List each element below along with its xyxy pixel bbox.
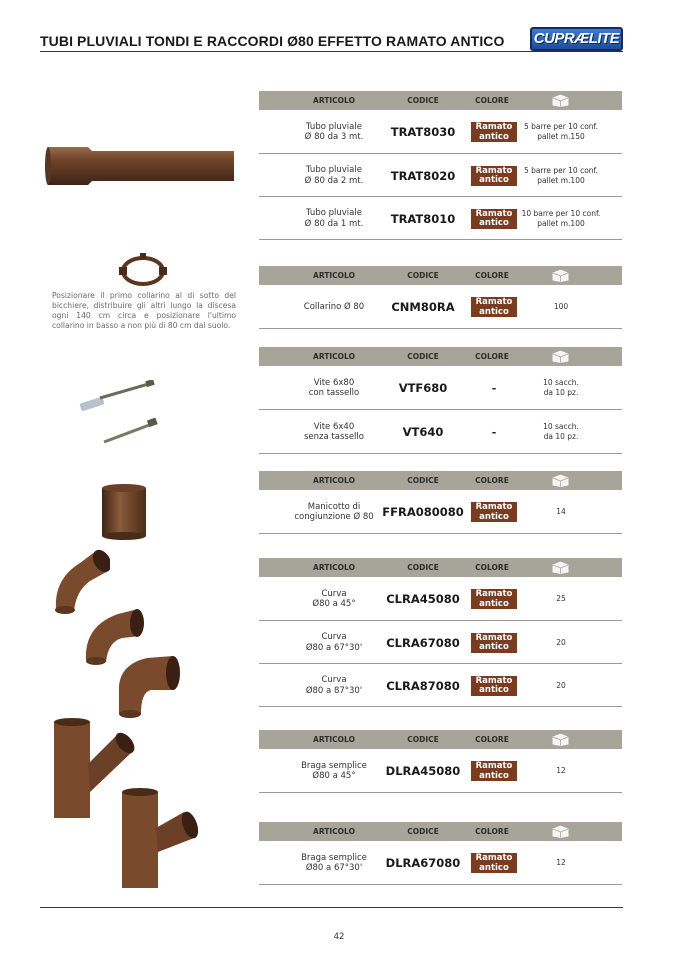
- packaging-quantity: [517, 858, 605, 868]
- text-line: antico: [479, 685, 509, 695]
- elbow-87-image: [115, 652, 183, 720]
- text-line: Ø80 a 67°30': [305, 642, 363, 653]
- text-line: Curva: [321, 632, 347, 642]
- text-line: Ramato: [475, 208, 513, 219]
- text-line: 20: [556, 637, 566, 647]
- text-line: con tassello: [308, 388, 360, 398]
- text-line: Ø80 a 45°: [312, 599, 356, 609]
- installation-note: Posizionare il primo collarino al di sotto del bicchiere, distribuire gli altri lungo la discesa ogni 140 cm circa e posizionare l'ultimo collarino in basso a non più di 80 cm dal suolo.: [52, 291, 236, 330]
- page-title: TUBI PLUVIALI TONDI E RACCORDI Ø80 EFFETTO RAMATO ANTICO: [40, 33, 505, 49]
- packaging-quantity: [517, 209, 605, 229]
- box-icon: [552, 94, 569, 107]
- color-badge: [471, 209, 517, 229]
- packaging-quantity: [517, 681, 605, 691]
- screw-image: [100, 418, 160, 446]
- text-line: Manicotto di: [307, 501, 361, 512]
- article-code: VTF680: [398, 381, 448, 395]
- text-line: pallet m.100: [537, 218, 585, 228]
- text-line: antico: [479, 131, 509, 142]
- table-row: [259, 410, 622, 454]
- text-line: 20: [556, 680, 566, 690]
- text-line: Tubo pluviale: [306, 208, 362, 218]
- text-line: Ø80 a 67°30': [305, 863, 363, 873]
- header-codice: CODICE: [407, 271, 439, 280]
- text-line: Collarino Ø 80: [303, 301, 365, 312]
- text-line: Ramato: [475, 122, 513, 132]
- downpipe-image: [44, 145, 238, 187]
- text-line: Ramato: [475, 675, 513, 686]
- text-line: pallet m.150: [537, 132, 585, 141]
- text-line: Braga semplice: [301, 760, 367, 771]
- article-code: TRAT8030: [390, 125, 456, 139]
- page-number: 42: [333, 932, 345, 942]
- color-badge: [471, 676, 517, 696]
- box-icon: [552, 825, 569, 838]
- title-divider: [40, 51, 623, 52]
- color-badge: [471, 589, 517, 609]
- table-row: [259, 577, 622, 621]
- text-line: antico: [479, 175, 509, 185]
- header-articolo: ARTICOLO: [313, 271, 355, 280]
- collar-clamp-image: [118, 251, 168, 291]
- footer-divider: [40, 907, 623, 908]
- table-header: [259, 730, 622, 749]
- text-line: antico: [479, 511, 509, 522]
- table-row: [259, 749, 622, 793]
- table-row: [259, 110, 622, 154]
- table-header: [259, 91, 622, 110]
- header-codice: CODICE: [407, 827, 439, 836]
- table-header: [259, 471, 622, 490]
- article-code: CLRA45080: [386, 592, 460, 606]
- table-row: [259, 841, 622, 885]
- text-line: Curva: [321, 588, 347, 599]
- text-line: senza tassello: [304, 432, 364, 442]
- article-code: DLRA45080: [385, 764, 461, 778]
- article-code: CLRA67080: [386, 635, 460, 650]
- text-line: Ramato: [475, 853, 513, 863]
- color-none: -: [491, 381, 497, 395]
- color-badge: [471, 761, 517, 781]
- table-row: [259, 154, 622, 197]
- article-code: VT640: [402, 425, 444, 439]
- header-articolo: ARTICOLO: [313, 352, 355, 361]
- box-icon: [552, 561, 569, 574]
- text-line: da 10 pz.: [543, 388, 579, 397]
- color-none: -: [491, 425, 497, 439]
- header-articolo: ARTICOLO: [313, 735, 355, 744]
- header-articolo: ARTICOLO: [313, 827, 355, 836]
- text-line: antico: [479, 770, 509, 781]
- header-colore: COLORE: [475, 271, 509, 280]
- color-badge: [471, 853, 517, 873]
- text-line: Ø80 a 87°30': [305, 685, 363, 696]
- table-row: [259, 366, 622, 410]
- table-row: [259, 285, 622, 329]
- article-code: CNM80RA: [391, 300, 455, 314]
- screw-with-plug-image: [78, 380, 156, 412]
- header-colore: COLORE: [475, 352, 509, 361]
- header-colore: COLORE: [475, 476, 509, 485]
- text-line: Tubo pluviale: [306, 165, 362, 175]
- header-colore: COLORE: [475, 827, 509, 836]
- text-line: Ø 80 da 1 mt.: [304, 218, 364, 229]
- text-line: antico: [479, 218, 509, 228]
- table-header: [259, 347, 622, 366]
- packaging-quantity: [517, 507, 605, 517]
- text-line: Ramato: [475, 297, 513, 307]
- header-codice: CODICE: [407, 735, 439, 744]
- color-badge: [471, 122, 517, 142]
- text-line: antico: [479, 598, 509, 609]
- article-code: TRAT8020: [390, 168, 456, 183]
- color-badge: [471, 633, 517, 653]
- header-codice: CODICE: [407, 476, 439, 485]
- box-icon: [552, 474, 569, 487]
- article-code: TRAT8010: [390, 211, 456, 226]
- text-line: 5 barre per 10 conf.: [523, 122, 599, 131]
- box-icon: [552, 733, 569, 746]
- text-line: congiunzione Ø 80: [294, 512, 374, 522]
- box-icon: [552, 350, 569, 363]
- text-line: Ramato: [475, 632, 513, 643]
- text-line: Ø80 a 45°: [312, 771, 356, 781]
- text-line: Ramato: [475, 589, 513, 599]
- table-row: [259, 621, 622, 664]
- table-row: [259, 197, 622, 240]
- packaging-quantity: [517, 302, 605, 312]
- text-line: Vite 6x40: [313, 421, 355, 432]
- packaging-quantity: [517, 166, 605, 186]
- table-header: [259, 822, 622, 841]
- table-header: [259, 266, 622, 285]
- header-colore: COLORE: [475, 563, 509, 572]
- color-badge: [471, 166, 517, 186]
- text-line: Ø 80 da 3 mt.: [304, 132, 364, 142]
- table-header: [259, 558, 622, 577]
- packaging-quantity: [517, 766, 605, 776]
- packaging-quantity: [517, 122, 605, 142]
- article-code: FFRA080080: [382, 505, 464, 519]
- text-line: Ramato: [475, 502, 513, 512]
- brand-logo: CUPRÆLITE: [530, 27, 623, 51]
- text-line: Ramato: [475, 761, 513, 771]
- packaging-quantity: [517, 594, 605, 604]
- text-line: 10 sacch.: [543, 422, 579, 431]
- header-articolo: ARTICOLO: [313, 563, 355, 572]
- text-line: Ø 80 da 2 mt.: [304, 175, 364, 186]
- header-colore: COLORE: [475, 735, 509, 744]
- text-line: 25: [556, 594, 566, 603]
- branch-67-image: [120, 788, 202, 892]
- text-line: 12: [556, 766, 566, 775]
- header-codice: CODICE: [407, 563, 439, 572]
- header-colore: COLORE: [475, 96, 509, 105]
- header-codice: CODICE: [407, 96, 439, 105]
- packaging-quantity: [517, 638, 605, 648]
- text-line: da 10 pz.: [543, 432, 579, 441]
- color-badge: [471, 502, 517, 522]
- text-line: Curva: [321, 675, 347, 685]
- text-line: 10 barre per 10 conf.: [521, 208, 601, 218]
- text-line: 100: [553, 302, 569, 311]
- text-line: Vite 6x80: [313, 377, 355, 388]
- text-line: 5 barre per 10 conf.: [523, 165, 599, 175]
- header-articolo: ARTICOLO: [313, 476, 355, 485]
- text-line: 14: [556, 507, 566, 516]
- text-line: 10 sacch.: [543, 378, 579, 387]
- text-line: pallet m.100: [537, 175, 585, 185]
- table-row: [259, 664, 622, 707]
- text-line: antico: [479, 862, 509, 873]
- packaging-quantity: [517, 378, 605, 398]
- article-code: CLRA87080: [386, 678, 460, 693]
- text-line: Tubo pluviale: [306, 121, 362, 132]
- text-line: antico: [479, 306, 509, 317]
- coupling-sleeve-image: [100, 484, 148, 540]
- text-line: Ramato: [475, 165, 513, 176]
- text-line: 12: [556, 858, 566, 867]
- header-codice: CODICE: [407, 352, 439, 361]
- article-code: DLRA67080: [385, 856, 461, 870]
- text-line: Braga semplice: [301, 852, 367, 863]
- box-icon: [552, 269, 569, 282]
- table-row: [259, 490, 622, 534]
- packaging-quantity: [517, 422, 605, 442]
- color-badge: [471, 297, 517, 317]
- text-line: antico: [479, 642, 509, 652]
- header-articolo: ARTICOLO: [313, 96, 355, 105]
